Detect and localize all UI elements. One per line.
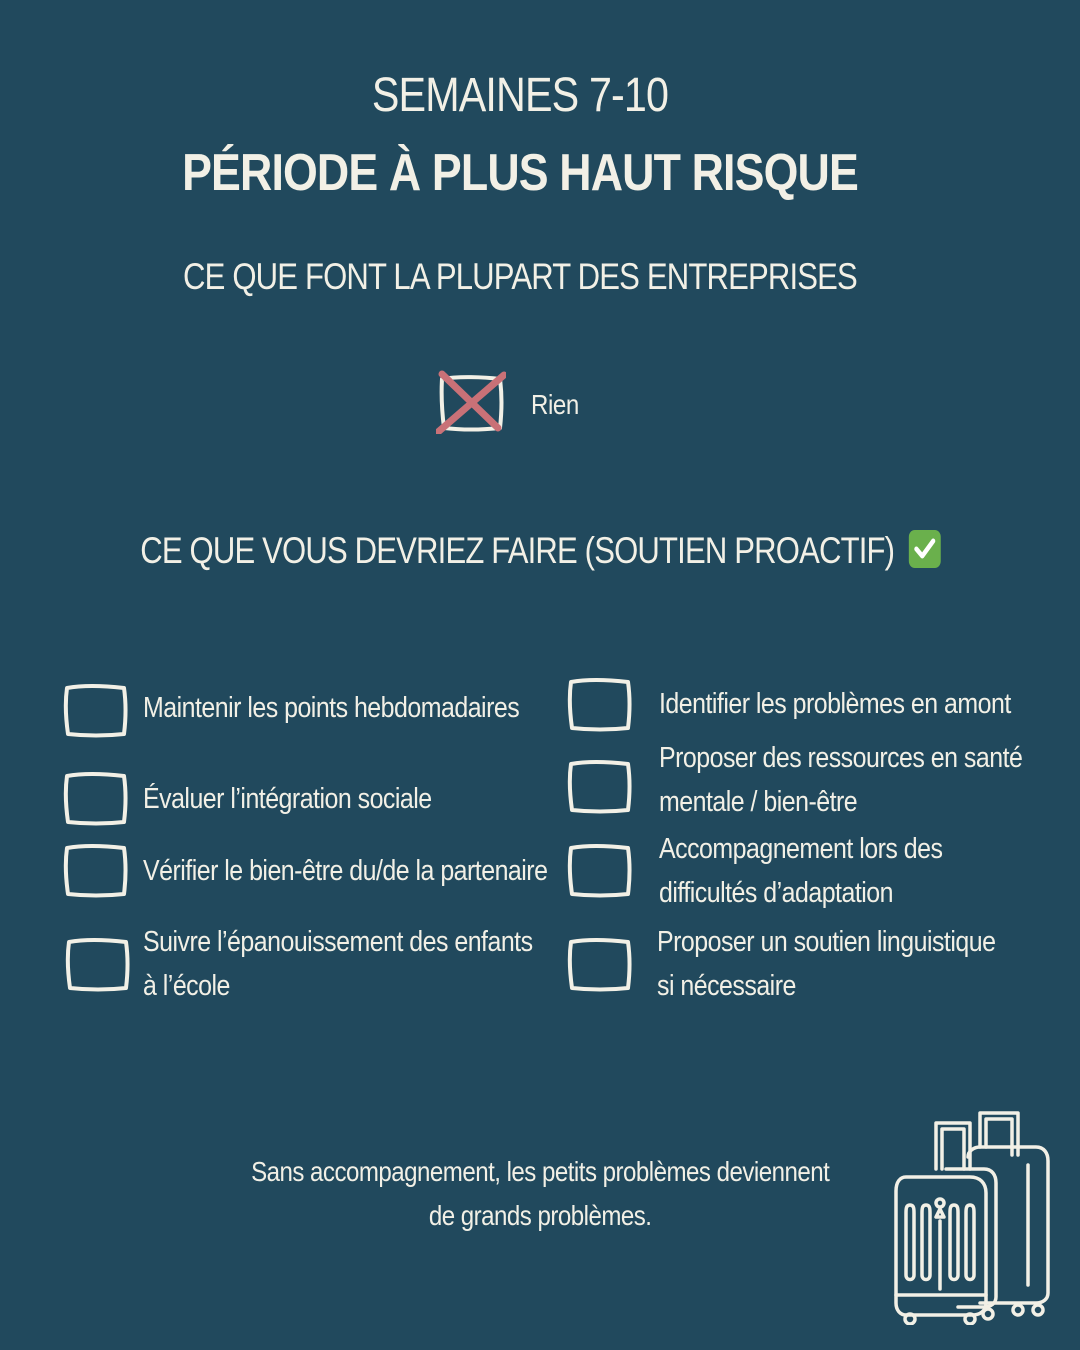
- current-practice-label: Rien: [531, 389, 579, 420]
- current-practice-title: CE QUE FONT LA PLUPART DES ENTREPRISES: [183, 256, 857, 297]
- recommended-title: CE QUE VOUS DEVRIEZ FAIRE (SOUTIEN PROACTIF): [139, 530, 894, 571]
- footer-line-1: Sans accompagnement, les petits problèmes deviennent: [250, 1156, 830, 1187]
- list-item-label: Évaluer l’intégration sociale: [143, 783, 432, 815]
- list-item-label: Proposer des ressources en santé mentale / bien-être: [659, 742, 1023, 818]
- list-item-label: Identifier les problèmes en amont: [659, 688, 1011, 720]
- checkbox-icon[interactable]: [566, 842, 632, 898]
- list-item-label: Accompagnement lors des difficultés d’adaptation: [659, 833, 943, 909]
- checkbox-icon[interactable]: [62, 770, 128, 826]
- current-practice-item: [428, 362, 668, 452]
- footer-line-2: de grands problèmes.: [428, 1200, 652, 1231]
- checkbox-icon[interactable]: [62, 682, 128, 738]
- footer-text: [200, 1150, 880, 1238]
- list-item-label: Suivre l’épanouissement des enfants à l’école: [143, 926, 533, 1002]
- crossed-box-icon: [436, 370, 506, 434]
- checkbox-icon[interactable]: [566, 758, 632, 814]
- check-mark-button-icon: [908, 530, 940, 568]
- checkbox-icon[interactable]: [64, 936, 130, 992]
- checkbox-icon[interactable]: [566, 936, 632, 992]
- list-item-label: Vérifier le bien-être du/de la partenaire: [143, 855, 548, 887]
- list-item-label: Maintenir les points hebdomadaires: [143, 692, 520, 724]
- list-item-label: Proposer un soutien linguistique si nécessaire: [657, 926, 996, 1002]
- checkbox-icon[interactable]: [62, 842, 128, 898]
- luggage-icon: [888, 1105, 1058, 1325]
- page-title: PÉRIODE À PLUS HAUT RISQUE: [182, 144, 858, 202]
- recommended-title-row: [0, 530, 1080, 572]
- checkbox-icon[interactable]: [566, 676, 632, 732]
- weeks-heading: SEMAINES 7-10: [371, 69, 669, 122]
